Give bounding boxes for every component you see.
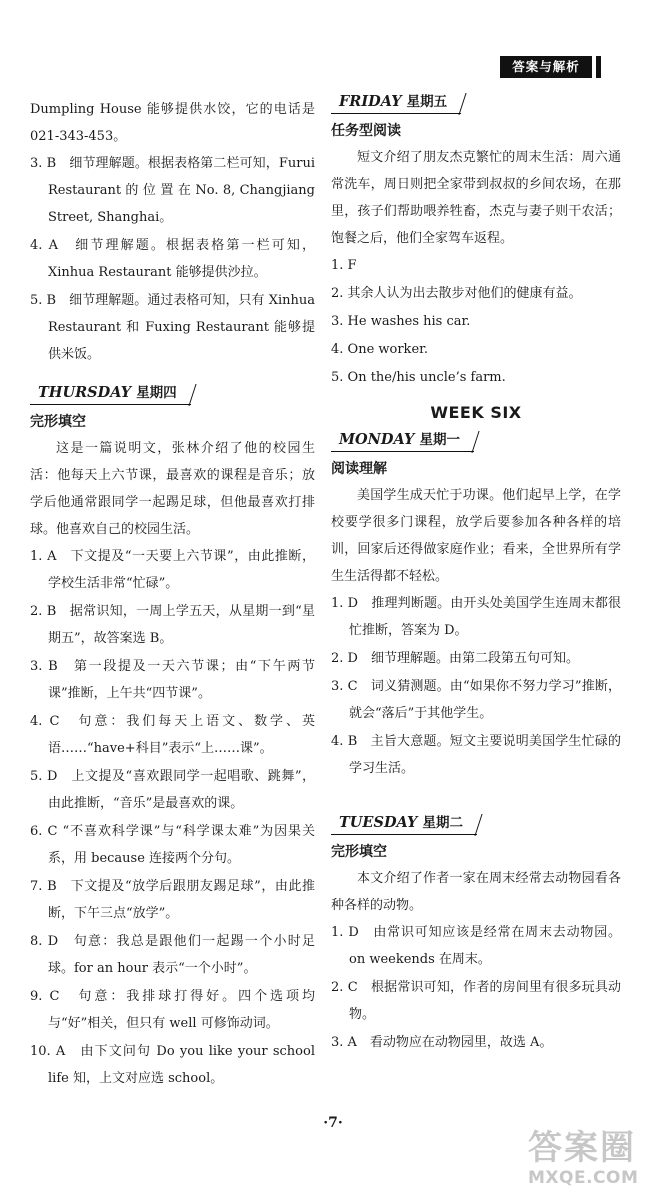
answer-item: 2. D 细节理解题。由第二段第五句可知。 bbox=[331, 651, 579, 666]
answer-item: 3. B 细节理解题。根据表格第二栏可知，Furui Restaurant 的 位 置 在 No. 8, Changjiang Street, Shanghai。 bbox=[30, 156, 315, 225]
day-heading-cn: 星期四 bbox=[136, 385, 177, 401]
page-number: ·7· bbox=[323, 1115, 343, 1131]
section-title: 完形填空 bbox=[331, 844, 387, 860]
day-heading-cn: 星期二 bbox=[422, 815, 463, 831]
answer-item: 10. A 由下文问句 Do you like your school life 知，上文对应选 school。 bbox=[30, 1044, 315, 1086]
answer-item: 3. He washes his car. bbox=[331, 314, 471, 329]
heading-hook-decoration bbox=[462, 431, 479, 453]
section-title: 完形填空 bbox=[30, 414, 86, 430]
passage-summary: 美国学生成天忙于功课。他们起早上学，在学校要学很多门课程，放学后要参加各种各样的培训，回家后还得做家庭作业；看来，全世界所有学生生活得都不轻松。 bbox=[331, 488, 621, 584]
answer-item: 5. B 细节理解题。通过表格可知，只有 Xinhua Restaurant 和 Fuxing Restaurant 能够提供米饭。 bbox=[30, 293, 315, 362]
passage-summary: 这是一篇说明文，张林介绍了他的校园生活：他每天上六节课，最喜欢的课程是音乐；放学后他通常跟同学一起踢足球，但他最喜欢打排球。他喜欢自己的校园生活。 bbox=[30, 441, 315, 537]
answer-item: 4. B 主旨大意题。短文主要说明美国学生忙碌的学习生活。 bbox=[331, 734, 621, 776]
day-heading-friday bbox=[331, 88, 461, 114]
left-column bbox=[30, 96, 315, 1093]
heading-hook-decoration bbox=[450, 93, 467, 115]
day-heading-en: THURSDAY bbox=[38, 384, 132, 401]
answer-item: 5. D 上文提及“喜欢跟同学一起唱歌、跳舞”，由此推断，“音乐”是最喜欢的课。 bbox=[30, 769, 315, 811]
right-column bbox=[331, 88, 621, 1057]
week-title: WEEK SIX bbox=[430, 403, 522, 422]
answer-text: Dumpling House 能够提供水饺，它的电话是 021-343-453。 bbox=[30, 102, 315, 144]
answer-item: 2. B 据常识知，一周上学五天，从星期一到“星期五”，故答案选 B。 bbox=[30, 604, 315, 646]
section-title: 任务型阅读 bbox=[331, 123, 401, 139]
day-heading-thursday bbox=[30, 379, 191, 405]
watermark-logo bbox=[528, 1128, 662, 1194]
answer-item: 9. C 句意：我排球打得好。四个选项均与“好”相关，但只有 well 可修饰动词。 bbox=[30, 989, 315, 1031]
heading-hook-decoration bbox=[179, 384, 196, 406]
answer-item: 4. A 细节理解题。根据表格第一栏可知，Xinhua Restaurant 能够提供沙拉。 bbox=[30, 238, 315, 280]
day-heading-cn: 星期一 bbox=[419, 432, 460, 448]
answer-item: 1. A 下文提及“一天要上六节课”，由此推断，学校生活非常“忙碌”。 bbox=[30, 549, 315, 591]
answer-item: 4. C 句意：我们每天上语文、数学、英语……“have+科目”表示“上……课”。 bbox=[30, 714, 315, 756]
answer-item: 8. D 句意：我总是跟他们一起踢一个小时足球。for an hour 表示“一个小时”。 bbox=[30, 934, 315, 976]
answer-item: 5. On the/his uncle’s farm. bbox=[331, 370, 506, 385]
passage-summary: 本文介绍了作者一家在周末经常去动物园看各种各样的动物。 bbox=[331, 871, 621, 913]
day-heading-en: FRIDAY bbox=[339, 93, 402, 110]
answer-item: 1. D 推理判断题。由开头处美国学生连周末都很忙推断，答案为 D。 bbox=[331, 596, 621, 638]
answer-item: 2. C 根据常识可知，作者的房间里有很多玩具动物。 bbox=[331, 980, 621, 1022]
answer-item: 1. F bbox=[331, 258, 357, 273]
answer-item: 3. B 第一段提及一天六节课；由“下午两节课”推断，上午共“四节课”。 bbox=[30, 659, 315, 701]
answer-item: 3. A 看动物应在动物园里，故选 A。 bbox=[331, 1035, 553, 1050]
heading-hook-decoration bbox=[465, 814, 482, 836]
day-heading-en: MONDAY bbox=[339, 431, 415, 448]
day-heading-cn: 星期五 bbox=[406, 94, 448, 110]
passage-summary: 短文介绍了朋友杰克繁忙的周末生活：周六通常洗车，周日则把全家带到叔叔的乡间农场，在那里，孩子们帮助喂养牲畜，杰克与妻子则干农活；饱餐之后，他们全家驾车返程。 bbox=[331, 150, 621, 246]
watermark-url: MXQE.COM bbox=[528, 1168, 639, 1188]
header-bar-decoration bbox=[596, 56, 601, 78]
day-heading-tuesday bbox=[331, 809, 477, 835]
answer-item: 4. One worker. bbox=[331, 342, 429, 357]
answer-item: 3. C 词义猜测题。由“如果你不努力学习”推断，就会“落后”于其他学生。 bbox=[331, 679, 621, 721]
day-heading-monday bbox=[331, 426, 474, 452]
watermark-text: 答案圈 bbox=[528, 1128, 636, 1168]
answer-item: 7. B 下文提及“放学后跟朋友踢足球”，由此推断，下午三点“放学”。 bbox=[30, 879, 315, 921]
answer-item: 6. C “不喜欢科学课”与“科学课太难”为因果关系，用 because 连接两个分句。 bbox=[30, 824, 315, 866]
answer-item: 1. D 由常识可知应该是经常在周末去动物园。on weekends 在周末。 bbox=[331, 925, 621, 967]
day-heading-en: TUESDAY bbox=[339, 814, 418, 831]
section-header-tag: 答案与解析 bbox=[500, 56, 592, 78]
section-title: 阅读理解 bbox=[331, 461, 387, 477]
answer-item: 2. 其余人认为出去散步对他们的健康有益。 bbox=[331, 286, 582, 301]
